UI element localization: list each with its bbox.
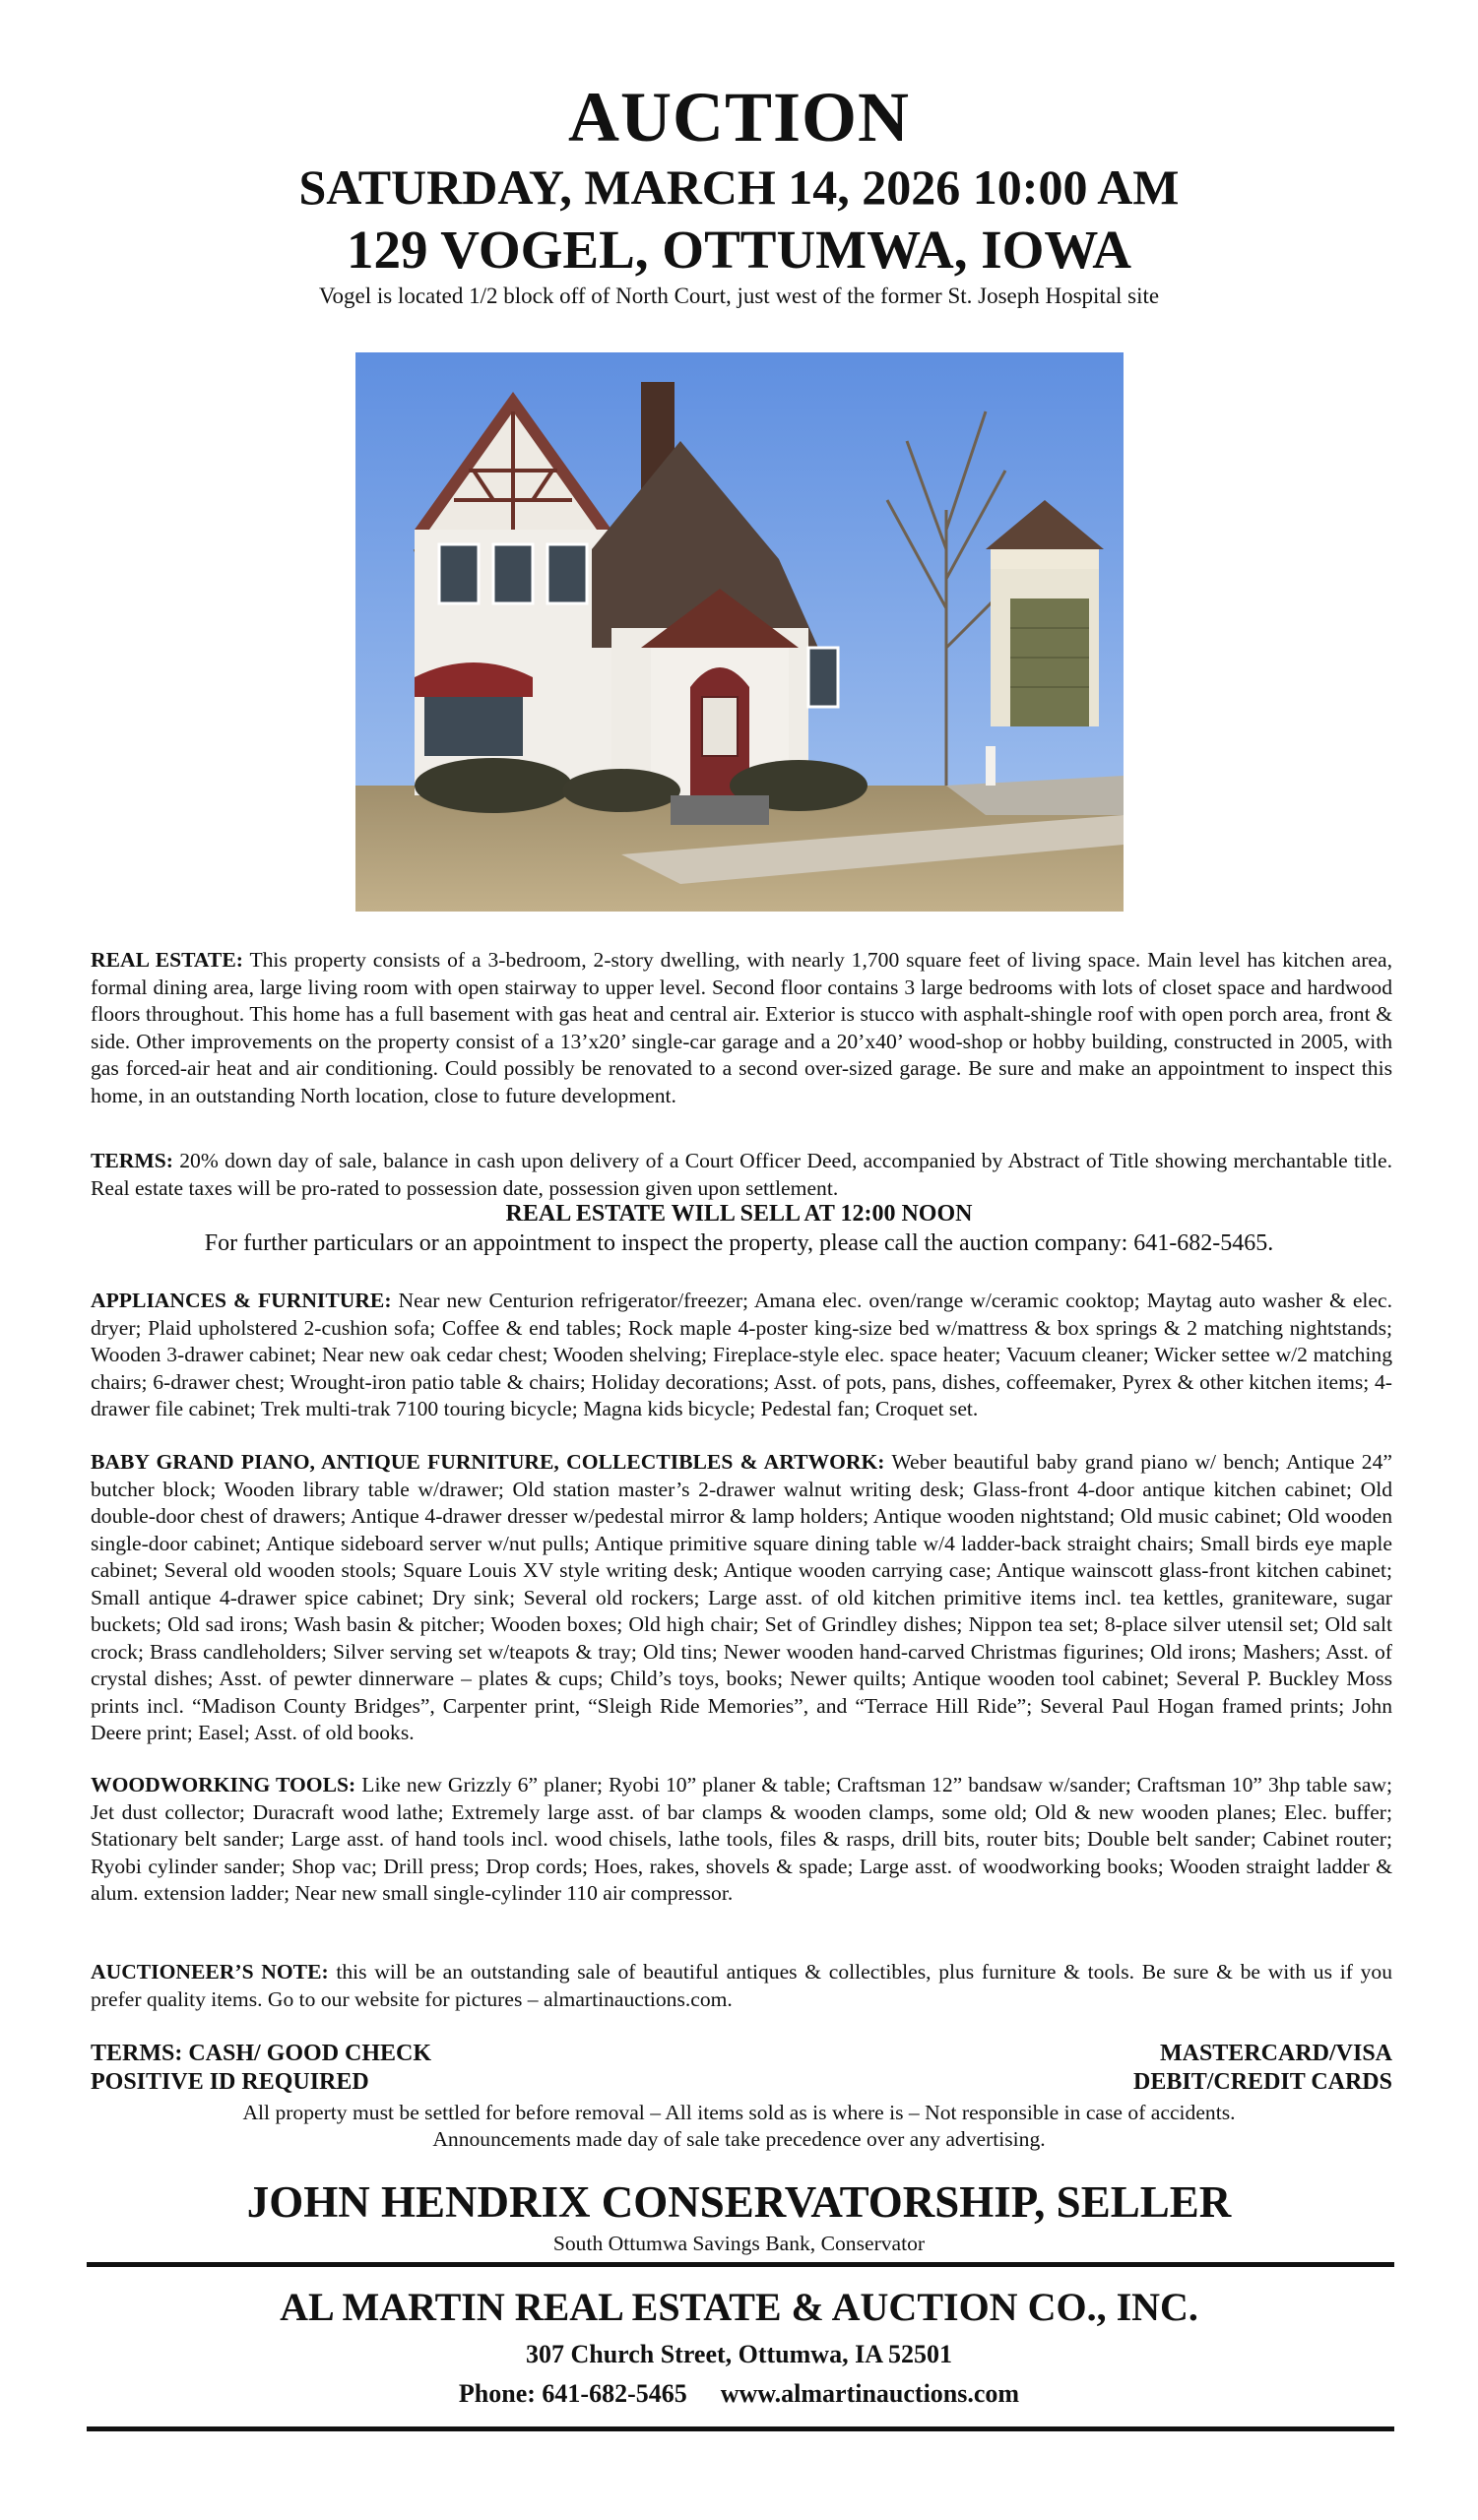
woodworking-text: Like new Grizzly 6” planer; Ryobi 10” planer & table; Craftsman 12” bandsaw w/sander; Craftsman 10” 3hp table saw; Jet dust collector; Duracraft wood lathe; Extremely large asst. of bar clamps & wooden clamps, some old; Old & new wooden planes; Elec. buffer; Stationary belt sander; Large asst. of hand tools incl. wood chisels, lathe tools, files & rasps, drill bits, router bits; Double belt sander; Cabinet router; Ryobi cylinder sander; Shop vac; Drill press; Drop cords; Hoes, rakes, shovels & spade; Large asst. of woodworking books; Wooden straight ladder & alum. extension ladder; Near new small single-cylinder 110 air compressor.	[91, 1773, 1393, 1905]
terms-label: TERMS:	[91, 1149, 173, 1172]
house-photo	[355, 352, 1124, 912]
woodworking-section	[91, 1772, 1392, 1908]
seller-name: JOHN HENDRIX CONSERVATORSHIP, SELLER	[246, 2177, 1232, 2227]
flyer-title: AUCTION	[567, 78, 911, 157]
real-estate-text: This property consists of a 3-bedroom, 2-story dwelling, with nearly 1,700 square feet of living space. Main level has kitchen area, formal dining area, large living room with open stairway to upper level. Second floor contains 3 large bedrooms with lots of closet space and hardwood floors throughout. This home has a full basement with gas heat and central air. Exterior is stucco with asphalt-shingle roof with open porch area, front & side. Other improvements on the property consist of a 13’x20’ single-car garage and a 20’x40’ wood-shop or hobby building, constructed in 2005, with gas forced-air heat and air conditioning. Could possibly be renovated to a second over-sized garage. Be sure and make an appointment to inspect this home, in an outstanding North location, close to future development.	[91, 948, 1392, 1107]
appliances-text: Near new Centurion refrigerator/freezer; Amana elec. oven/range w/ceramic cooktop; Maytag auto washer & elec. dryer; Plaid upholstered 2-cushion sofa; Coffee & end tables; Rock maple 4-poster king-size bed w/mattress & box springs & 2 matching nightstands; Wooden 3-drawer cabinet; Near new oak cedar chest; Wooden shelving; Fireplace-style elec. space heater; Vacuum cleaner; Wicker settee w/2 matching chairs; 6-drawer chest; Wrought-iron patio table & chairs; Holiday decorations; Asst. of pots, pans, dishes, coffeemaker, Pyrex & other kitchen items; 4-drawer file cabinet; Trek multi-trak 7100 touring bicycle; Magna kids bicycle; Pedestal fan; Croquet set.	[91, 1289, 1392, 1420]
company-contact	[0, 2377, 1478, 2411]
terms-section	[91, 1148, 1392, 1202]
piano-label: BABY GRAND PIANO, ANTIQUE FURNITURE, COLLECTIBLES & ARTWORK:	[91, 1450, 885, 1474]
piano-text: Weber beautiful baby grand piano w/ bench; Antique 24” butcher block; Wooden library table w/drawer; Old station master’s 2-drawer walnut writing desk; Glass-front 4-door antique kitchen cabinet; Old double-door chest of drawers; Antique 4-drawer dresser w/pedestal mirror & lamp holders; Antique wooden nightstand; Old music cabinet; Old wooden single-door cabinet; Antique sideboard server w/nut pulls; Antique primitive square dining table w/4 ladder-back straight chairs; Small birds eye maple cabinet; Several old wooden stools; Square Louis XV style writing desk; Antique wooden carrying case; Antique wainscott glass-front kitchen cabinet; Small antique 4-drawer spice cabinet; Dry sink; Several old rockers; Large asst. of old kitchen primitive items incl. tea kettles, graniteware, sugar buckets; Old sad irons; Wash basin & pitcher; Wooden boxes; Old high chair; Set of Grindley dishes; Nippon tea set; 8-place silver utensil set; Old salt crock; Brass candleholders; Silver serving set w/teapots & tray; Old tins; Newer wooden hand-carved Christmas figurines; Old irons; Mashers; Asst. of crystal dishes; Asst. of pewter dinnerware – plates & cups; Child’s toys, books; Newer quilts; Antique wooden tool cabinet; Several P. Buckley Moss prints incl. “Madison County Bridges”, Carpenter print, “Sleigh Ride Memories”, and “Terrace Hill Ride”; Several Paul Hogan framed prints; John Deere print; Easel; Asst. of old books.	[91, 1450, 1392, 1744]
particulars-notice: For further particulars or an appointment to inspect the property, please call the auction company: 641-682-5465.	[204, 1230, 1274, 1256]
appliances-section	[91, 1288, 1392, 1423]
auction-date: SATURDAY, MARCH 14, 2026 10:00 AM	[298, 159, 1180, 215]
auctioneer-note-label: AUCTIONEER’S NOTE:	[91, 1960, 329, 1984]
location-note: Vogel is located 1/2 block off of North Court, just west of the former St. Joseph Hospital site	[318, 284, 1160, 308]
conservator-name: South Ottumwa Savings Bank, Conservator	[552, 2232, 926, 2255]
auctioneer-note-text: this will be an outstanding sale of beautiful antiques & collectibles, plus furniture & tools. Be sure & be with us if you prefer quality items. Go to our website for pictures – almartinauctions.com.	[91, 1960, 1392, 2011]
payment-terms-cash: TERMS: CASH/ GOOD CHECK	[91, 2041, 432, 2066]
piano-section	[91, 1449, 1392, 1747]
payment-cards-1: MASTERCARD/VISA	[1159, 2041, 1392, 2066]
terms-text: 20% down day of sale, balance in cash upon delivery of a Court Officer Deed, accompanied by Abstract of Title showing merchantable title. Real estate taxes will be pro-rated to possession date, possession given upon settlement.	[91, 1149, 1392, 1200]
company-name: AL MARTIN REAL ESTATE & AUCTION CO., INC.	[280, 2285, 1198, 2329]
company-street: 307 Church Street, Ottumwa, IA 52501	[525, 2340, 953, 2368]
announcement-notice: Announcements made day of sale take precedence over any advertising.	[432, 2127, 1046, 2151]
company-website[interactable]: www.almartinauctions.com	[720, 2379, 1020, 2408]
auction-address: 129 VOGEL, OTTUMWA, IOWA	[346, 220, 1132, 280]
company-phone: Phone: 641-682-5465	[458, 2379, 687, 2408]
appliances-label: APPLIANCES & FURNITURE:	[91, 1289, 392, 1312]
divider-top	[87, 2262, 1394, 2267]
settlement-notice: All property must be settled for before removal – All items sold as is where is – Not responsible in case of accidents.	[242, 2101, 1236, 2124]
sell-time-notice: REAL ESTATE WILL SELL AT 12:00 NOON	[505, 1201, 973, 1227]
divider-bottom	[87, 2426, 1394, 2431]
auctioneer-note-section	[91, 1959, 1392, 2013]
payment-positive-id: POSITIVE ID REQUIRED	[91, 2069, 369, 2095]
payment-cards-2: DEBIT/CREDIT CARDS	[1133, 2069, 1392, 2095]
real-estate-label: REAL ESTATE:	[91, 948, 243, 972]
real-estate-section	[91, 947, 1392, 1109]
woodworking-label: WOODWORKING TOOLS:	[91, 1773, 356, 1796]
